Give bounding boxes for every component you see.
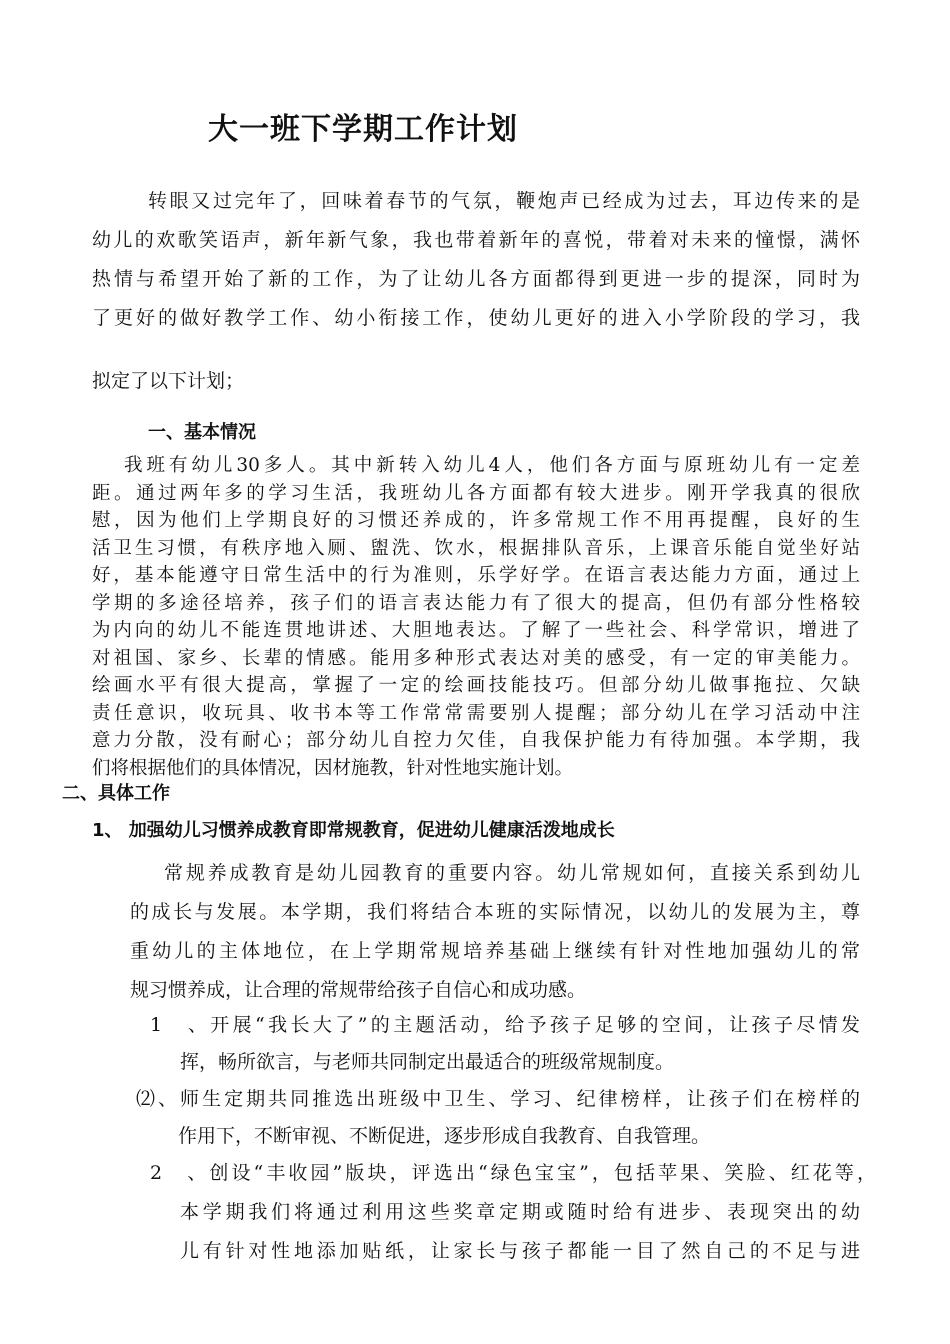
list-item-line: ⑵、师生定期共同推选出班级中卫生、学习、纪律榜样，让孩子们在榜样的 [136,1088,860,1110]
paragraph-line: 活卫生习惯，有秩序地入厕、盥洗、饮水，根据排队音乐，上课音乐能自觉坐好站 [92,538,860,559]
document-title: 大一班下学期工作计划 [208,112,518,147]
paragraph-line: 意力分散，没有耐心；部分幼儿自控力欠佳，自我保护能力有待加强。本学期，我 [92,730,860,751]
paragraph-line: 常规养成教育是幼儿园教育的重要内容。幼儿常规如何，直接关系到幼儿 [164,862,860,884]
list-item-line: 挥，畅所欲言，与老师共同制定出最适合的班级常规制度。 [180,1051,675,1073]
paragraph-line: 我班有幼儿30多人。其中新转入幼儿4人，他们各方面与原班幼儿有一定差 [124,455,860,476]
paragraph-line: 规习惯养成，让合理的常规带给孩子自信心和成功感。 [130,979,587,1001]
list-item-line: 儿有针对性地添加贴纸，让家长与孩子都能一目了然自己的不足与进 [180,1240,860,1262]
paragraph-line: 慰，因为他们上学期良好的习惯还养成的，许多常规工作不用再提醒，良好的生 [92,510,860,531]
paragraph-line: 绘画水平有很大提高，掌握了一定的绘画技能技巧。但部分幼儿做事拖拉、欠缺 [92,675,860,696]
section-heading: 一、基本情况 [148,422,256,443]
list-item-line: 作用下，不断审视、不断促进，逐步形成自我教育、自我管理。 [178,1125,711,1147]
intro-line: 转眼又过完年了，回味着春节的气氛，鞭炮声已经成为过去，耳边传来的是 [148,190,860,212]
paragraph-line: 为内向的幼儿不能连贯地讲述、大胆地表达。了解了一些社会、科学常识，增进了 [92,620,860,641]
intro-line: 拟定了以下计划； [92,370,245,392]
paragraph-line: 好，基本能遵守日常生活中的行为准则，乐学好学。在语言表达能力方面，通过上 [92,565,860,586]
section-heading: 二、具体工作 [62,783,170,804]
intro-line: 热情与希望开始了新的工作，为了让幼儿各方面都得到更进一步的提深，同时为 [92,268,860,290]
paragraph-line: 距。通过两年多的学习生活，我班幼儿各方面都有较大进步。刚开学我真的很欣 [92,483,860,504]
paragraph-line: 们将根据他们的具体情况，因材施教，针对性地实施计划。 [92,758,574,779]
intro-line: 幼儿的欢歌笑语声，新年新气象，我也带着新年的喜悦，带着对未来的憧憬，满怀 [92,229,860,251]
list-item-line: 1 、开展“我长大了”的主题活动，给予孩子足够的空间，让孩子尽情发 [150,1014,860,1036]
paragraph-line: 责任意识，收玩具、收书本等工作常常需要别人提醒；部分幼儿在学习活动中注 [92,703,860,724]
paragraph-line: 学期的多途径培养，孩子们的语言表达能力有了很大的提高，但仍有部分性格较 [92,593,860,614]
paragraph-line: 对祖国、家乡、长辈的情感。能用多种形式表达对美的感受，有一定的审美能力。 [92,648,860,669]
subsection-heading: 1、 加强幼儿习惯养成教育即常规教育，促进幼儿健康活泼地成长 [92,820,615,841]
intro-line: 了更好的做好教学工作、幼小衔接工作，使幼儿更好的进入小学阶段的学习，我 [92,307,860,329]
paragraph-line: 的成长与发展。本学期，我们将结合本班的实际情况，以幼儿的发展为主，尊 [130,901,860,923]
list-item-line: 本学期我们将通过利用这些奖章定期或随时给有进步、表现突出的幼 [180,1201,860,1223]
list-item-line: 2 、创设“丰收园”版块，评选出“绿色宝宝”，包括苹果、笑脸、红花等， [150,1162,876,1184]
paragraph-line: 重幼儿的主体地位，在上学期常规培养基础上继续有针对性地加强幼儿的常 [130,940,860,962]
